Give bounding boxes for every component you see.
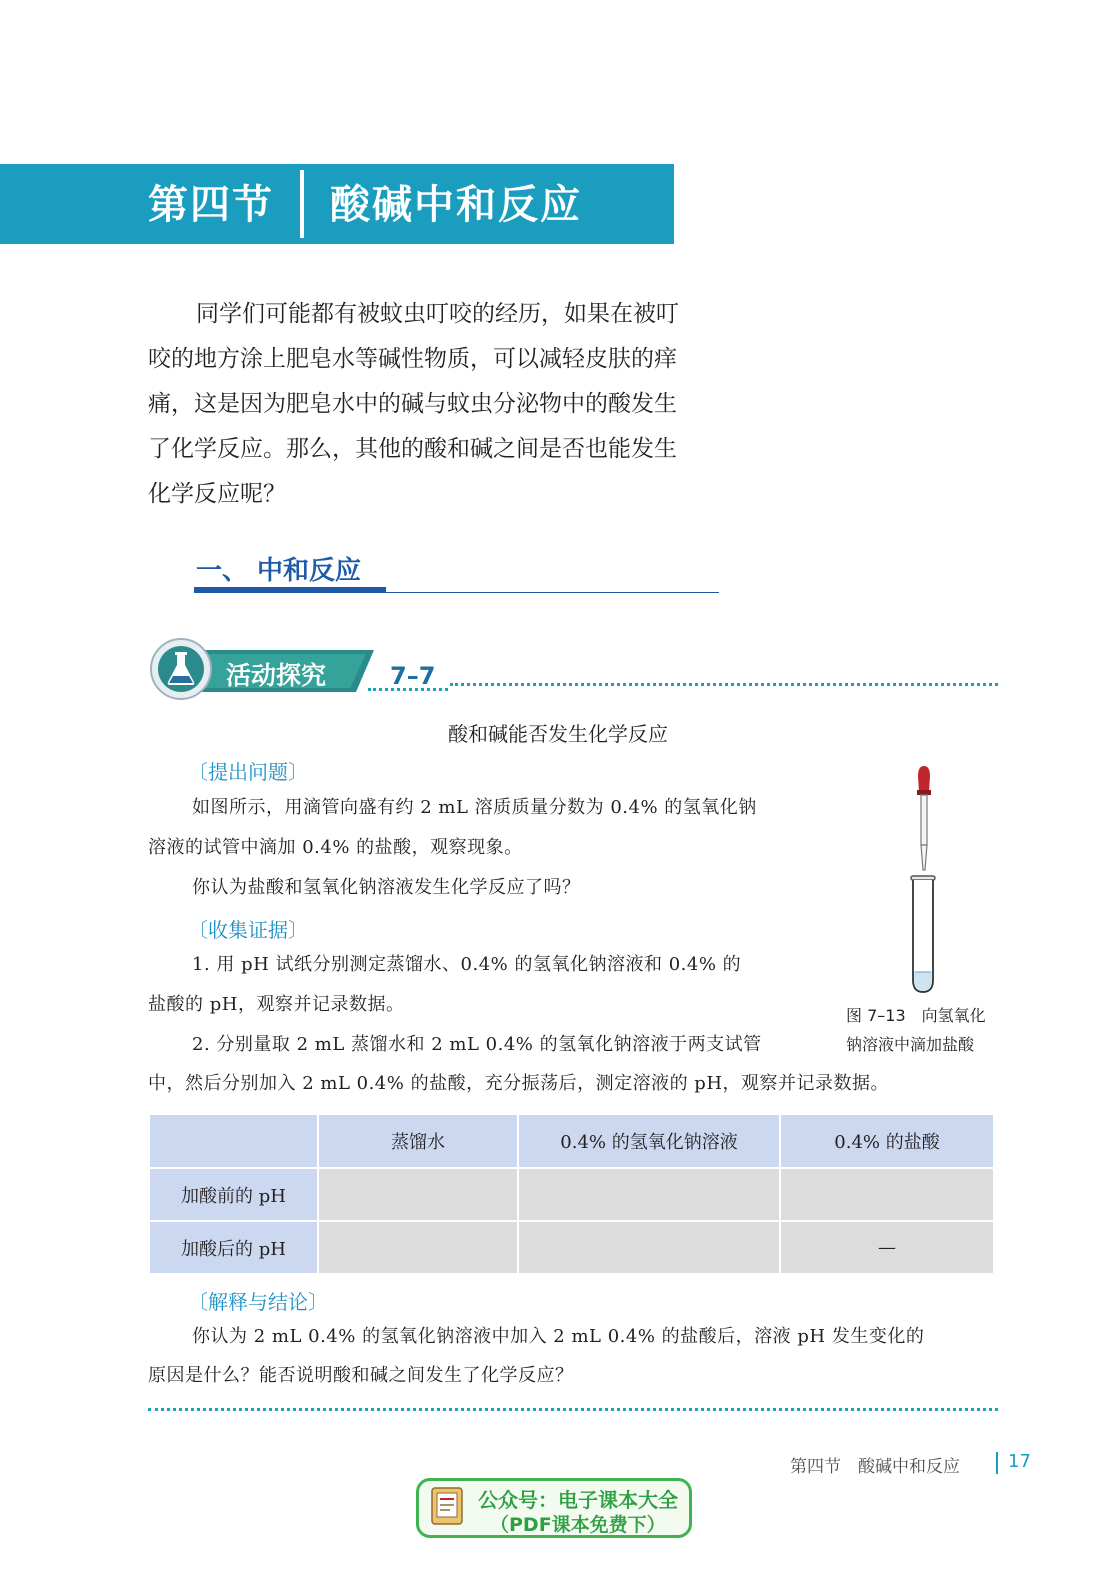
table-cell [318,1221,518,1274]
evidence-label: 〔收集证据〕 [188,918,308,942]
book-icon [428,1484,468,1532]
intro-line: 化学反应呢？ [148,481,286,507]
data-table [148,1113,995,1275]
body-line: 溶液的试管中滴加 0.4% 的盐酸，观察现象。 [148,837,523,858]
intro-line: 痛，这是因为肥皂水中的碱与蚊虫分泌物中的酸发生 [148,391,677,417]
body-line: 2. 分别量取 2 mL 蒸馏水和 2 mL 0.4% 的氢氧化钠溶液于两支试管 [192,1034,762,1055]
footer-section-text: 第四节 酸碱中和反应 [790,1457,960,1477]
table-header-cell: 蒸馏水 [318,1114,518,1168]
table-cell [780,1168,994,1221]
dropper-test-tube-illustration [896,762,956,996]
watermark-line: 公众号：电子课本大全 [478,1488,678,1512]
body-line: 原因是什么？能否说明酸和碱之间发生了化学反应？ [148,1365,574,1386]
figure-caption: 钠溶液中滴加盐酸 [846,1035,975,1054]
table-row [149,1221,994,1274]
table-header-cell: 0.4% 的氢氧化钠溶液 [518,1114,780,1168]
activity-title: 酸和碱能否发生化学反应 [448,722,668,746]
figure-caption: 图 7–13 向氢氧化 [846,1006,986,1025]
activity-number: 7–7 [390,662,436,690]
body-line: 如图所示，用滴管向盛有约 2 mL 溶质质量分数为 0.4% 的氢氧化钠 [192,797,757,818]
subsection-rule [386,592,719,593]
intro-line: 同学们可能都有被蚊虫叮咬的经历，如果在被叮 [196,301,679,327]
dotted-rule [148,1408,998,1411]
table-header-cell: 0.4% 的盐酸 [780,1114,994,1168]
watermark-line: （PDF课本免费下） [490,1514,666,1536]
body-line: 你认为 2 mL 0.4% 的氢氧化钠溶液中加入 2 mL 0.4% 的盐酸后，溶液 pH 发生变化的 [192,1326,925,1347]
subsection-title: 一、 中和反应 [196,556,362,586]
table-row-label: 加酸后的 pH [149,1221,318,1274]
test-tube-icon [911,876,935,992]
table-cell [518,1221,780,1274]
table-header-cell [149,1114,318,1168]
table-header-row [149,1114,994,1168]
question-label: 〔提出问题〕 [188,760,308,784]
intro-line: 咬的地方涂上肥皂水等碱性物质，可以减轻皮肤的痒 [148,346,677,372]
intro-line: 了化学反应。那么，其他的酸和碱之间是否也能发生 [148,436,677,462]
body-line: 你认为盐酸和氢氧化钠溶液发生化学反应了吗？ [192,877,581,898]
body-line: 盐酸的 pH，观察并记录数据。 [148,994,405,1015]
table-cell [318,1168,518,1221]
table-row [149,1168,994,1221]
activity-label: 活动探究 [226,661,327,690]
dotted-rule [450,683,998,686]
conclusion-label: 〔解释与结论〕 [188,1290,328,1314]
section-number: 第四节 [148,181,274,228]
table-cell: — [780,1221,994,1274]
page-number: 17 [1008,1451,1031,1472]
footer-divider [996,1452,998,1474]
banner-divider [300,170,304,238]
subsection-underline [194,587,386,593]
table-cell [518,1168,780,1221]
body-line: 中，然后分别加入 2 mL 0.4% 的盐酸，充分振荡后，测定溶液的 pH，观察并记录数据。 [148,1073,890,1094]
section-title: 酸碱中和反应 [330,181,582,228]
dropper-icon [917,766,931,870]
body-line: 1. 用 pH 试纸分别测定蒸馏水、0.4% 的氢氧化钠溶液和 0.4% 的 [192,954,742,975]
table-row-label: 加酸前的 pH [149,1168,318,1221]
dotted-rule [368,688,448,691]
